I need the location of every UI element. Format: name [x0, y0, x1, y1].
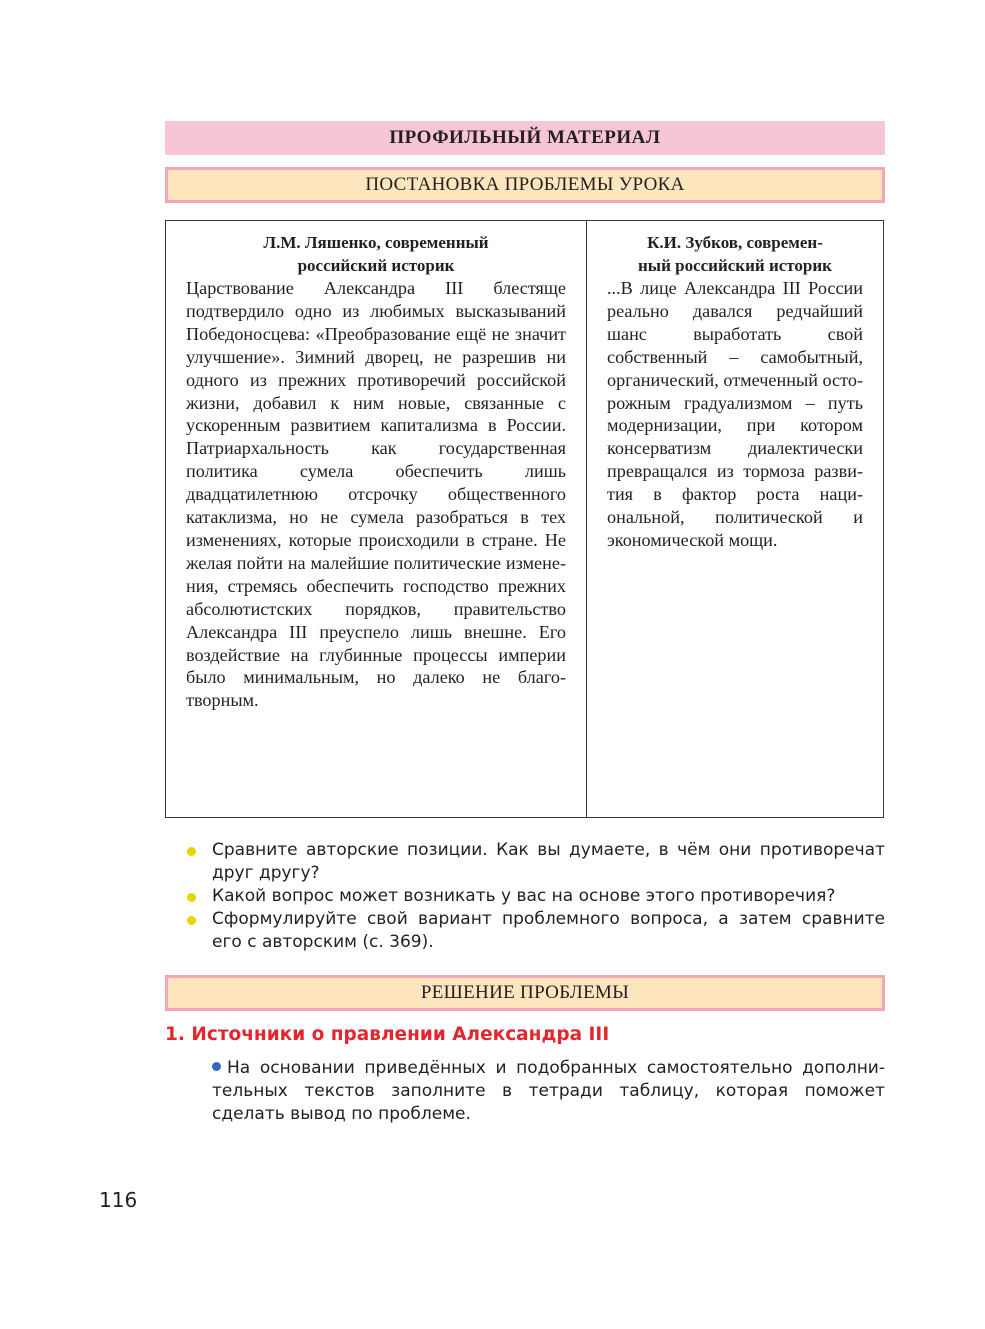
task-paragraph: [212, 1057, 885, 1126]
question-list: [185, 839, 885, 954]
quote-column-lyashenko: [166, 221, 587, 817]
yellow-bullet-icon: [187, 916, 196, 925]
question-item: [185, 885, 885, 908]
question-text: Какой вопрос может возникать у вас на основе этого противоречия?: [212, 886, 836, 906]
author-zubkov: [607, 231, 863, 277]
profile-material-title: ПРОФИЛЬНЫЙ МАТЕРИАЛ: [389, 127, 661, 148]
task-text: На основании приведённых и подобранных самостоятельно дополнительных текстов заполните в тетради таблицу, которая поможет сделать вывод по проблеме.: [212, 1058, 885, 1124]
page-number: 116: [99, 1188, 138, 1212]
author-lyashenko-line1: Л.М. Ляшенко, современный: [263, 233, 489, 252]
question-item: [185, 908, 885, 954]
quote-lyashenko: Царствование Александра III блестяще подтвердило одно из любимых высказываний Победоносцева: «Преобразование ещё не значит улучшение». Зимний дворец, не разрешив ни одного из прежних противоречий российской жизни, добавил к ним новые, связанные с ускоренным развитием капитализма в России. Патриархальность как государственная политика сумела обеспечить лишь двадцатилетнюю отсрочку общественного катаклизма, но не сумела разобраться в тех изменениях, которые происходили в стране. Не желая пойти на малейшие политические изменения, стремясь обеспечить господство прежних абсолютистских порядков, правительство Александра III преуспело лишь внешне. Его воздействие на глубинные процессы империи было минимальным, но далеко не благотворным.: [186, 278, 566, 711]
blue-bullet-icon: [212, 1062, 221, 1071]
author-lyashenko-line2: российский историк: [297, 256, 455, 275]
quote-column-zubkov: [587, 221, 883, 817]
yellow-bullet-icon: [187, 893, 196, 902]
question-text: Сформулируйте свой вариант проблемного вопроса, а затем сравните его с авторским (с. 369).: [212, 909, 885, 952]
historians-quote-table: [165, 220, 884, 818]
profile-material-banner: [165, 121, 885, 155]
question-text: Сравните авторские позиции. Как вы думаете, в чём они противоречат друг другу?: [212, 840, 885, 883]
yellow-bullet-icon: [187, 847, 196, 856]
author-zubkov-line2: ный российский историк: [638, 256, 832, 275]
problem-solution-title: РЕШЕНИЕ ПРОБЛЕМЫ: [420, 982, 630, 1003]
question-item: [185, 839, 885, 885]
problem-solution-bar: [165, 975, 885, 1011]
lesson-problem-title: ПОСТАНОВКА ПРОБЛЕМЫ УРОКА: [365, 174, 685, 195]
quote-zubkov: ...В лице Александра III России реально давался редчайший шанс выработать свой собственный – самобытный, органический, отмеченный осторожным градуализмом – путь модернизации, при котором консерватизм диалектически превращался из тормоза развития в фактор роста национальной, политической и экономической мощи.: [607, 278, 863, 550]
author-lyashenko: [186, 231, 566, 277]
author-zubkov-line1: К.И. Зубков, современ-: [647, 233, 823, 252]
lesson-problem-bar: [165, 167, 885, 203]
subsection-heading: 1. Источники о правлении Александра III: [165, 1024, 610, 1045]
